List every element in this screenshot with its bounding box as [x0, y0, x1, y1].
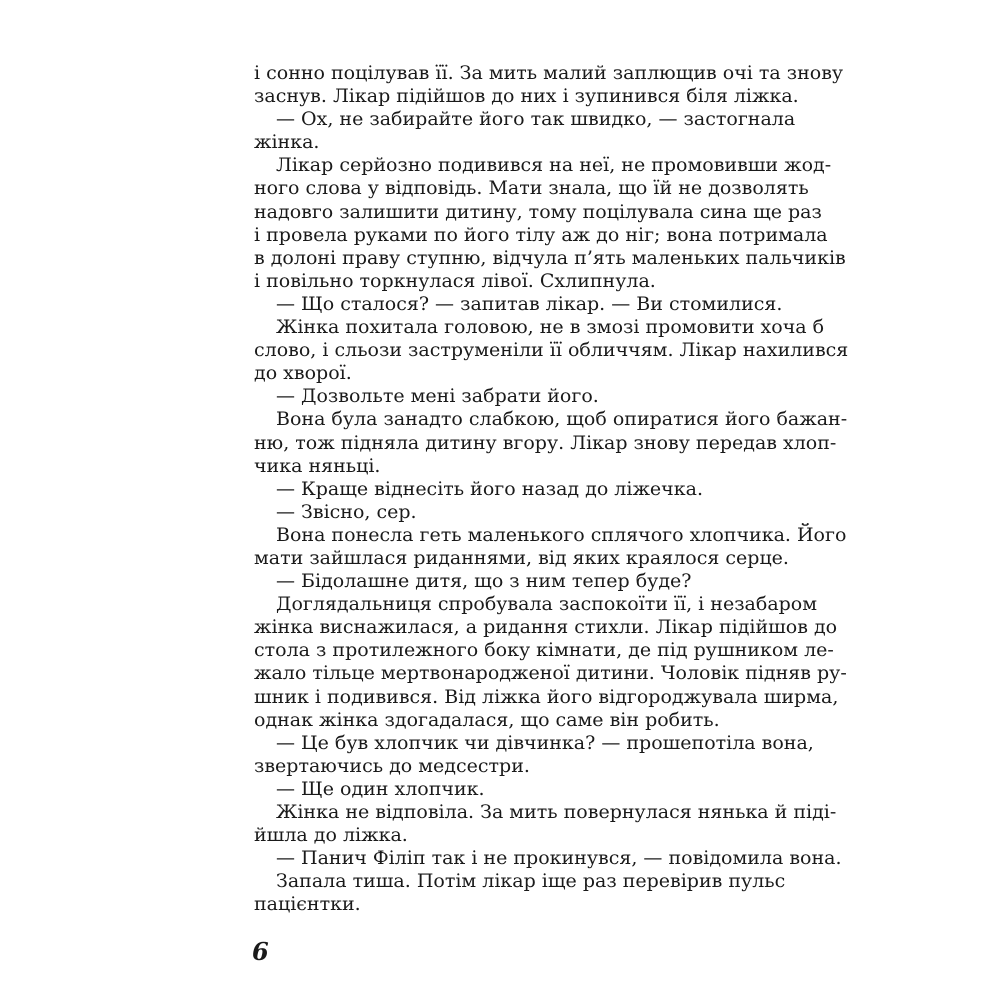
text-line: надовго залишити дитину, тому поцілувала сина ще раз — [254, 200, 822, 223]
text-line: жало тільце мертвонародженої дитини. Чоловік підняв ру- — [254, 662, 847, 685]
text-line: звертаючись до медсестри. — [254, 754, 530, 777]
text-line: до хворої. — [254, 362, 352, 385]
text-line: Доглядальниця спробувала заспокоїти її, і незабаром — [276, 593, 818, 616]
text-line: пацієнтки. — [254, 893, 361, 916]
text-line: — Панич Філіп так і не прокинувся, — повідомила вона. — [276, 847, 842, 870]
text-line: шник і подивився. Від ліжка його відгороджувала ширма, — [254, 685, 839, 708]
text-line: — Це був хлопчик чи дівчинка? — прошепотіла вона, — [276, 731, 814, 754]
text-line: в долоні праву ступню, відчула п’ять маленьких пальчиків — [254, 246, 846, 269]
text-line: — Що сталося? — запитав лікар. — Ви стомилися. — [276, 292, 783, 315]
text-line: однак жінка здогадалася, що саме він робить. — [254, 708, 720, 731]
text-line: Вона понесла геть маленького сплячого хлопчика. Його — [276, 523, 847, 546]
text-line: Жінка похитала головою, не в змозі промовити хоча б — [276, 316, 825, 339]
text-line: — Бідолашне дитя, що з ним тепер буде? — [276, 570, 692, 593]
text-line: і провела руками по його тілу аж до ніг; вона потримала — [254, 223, 828, 246]
text-line: — Звісно, сер. — [276, 500, 417, 523]
text-line: Жінка не відповіла. За мить повернулася нянька й піді- — [276, 801, 837, 823]
text-line: — Дозвольте мені забрати його. — [276, 385, 599, 408]
text-line: мати зайшлася риданнями, від яких краялося серце. — [254, 546, 789, 569]
text-line: слово, і сльози заструменіли її обличчям. Лікар нахилився — [254, 339, 849, 362]
text-line: ного слова у відповідь. Мати знала, що їй не дозволять — [254, 177, 809, 200]
text-line: Вона була занадто слабкою, щоб опиратися його бажан- — [276, 408, 848, 431]
text-line: ню, тож підняла дитину вгору. Лікар знову передав хлоп- — [254, 431, 837, 454]
body-text — [254, 62, 849, 916]
text-line: Запала тиша. Потім лікар іще раз перевірив пульс — [276, 870, 786, 893]
page-number: 6 — [252, 937, 269, 966]
text-line: і повільно торкнулася лівої. Схлипнула. — [254, 269, 656, 292]
text-line: — Ще один хлопчик. — [276, 777, 485, 800]
text-line: — Ох, не забирайте його так швидко, — застогнала — [276, 108, 796, 131]
text-line: — Краще віднесіть його назад до ліжечка. — [276, 477, 703, 500]
text-line: йшла до ліжка. — [254, 824, 408, 847]
text-line: заснув. Лікар підійшов до них і зупинився біля ліжка. — [254, 85, 799, 108]
text-line: Лікар серйозно подивився на неї, не промовивши жод- — [276, 154, 832, 177]
text-line: жінка виснажилася, а ридання стихли. Лікар підійшов до — [254, 616, 838, 639]
text-line: чика няньці. — [254, 454, 381, 477]
text-line: жінка. — [254, 131, 320, 154]
text-line: і сонно поцілував її. За мить малий заплющив очі та знову — [254, 62, 844, 84]
text-line: стола з протилежного боку кімнати, де під рушником ле- — [254, 639, 834, 662]
